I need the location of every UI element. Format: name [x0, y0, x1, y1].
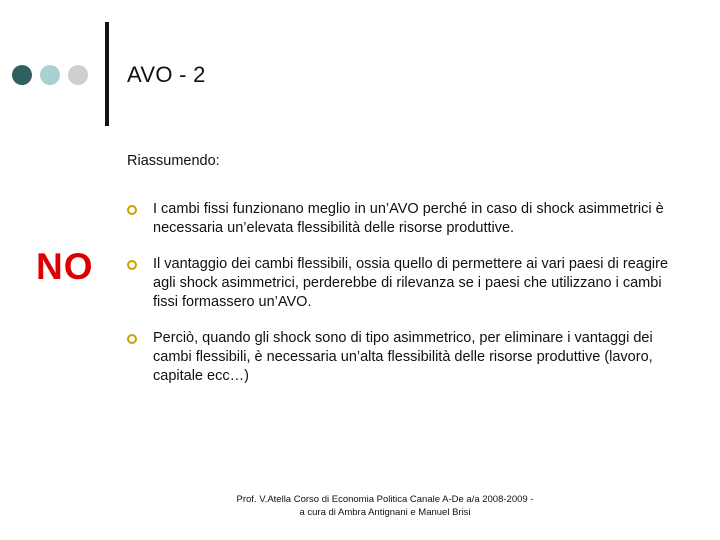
bullet-item — [127, 329, 687, 386]
ring-bullet-icon — [127, 260, 137, 270]
ring-bullet-icon — [127, 205, 137, 215]
bullet-text: I cambi fissi funzionano meglio in un’AVO perché in caso di shock asimmetrici è necessaria un’elevata flessibilità delle risorse produttive. — [153, 201, 664, 236]
title-divider — [105, 22, 109, 126]
bullet-list — [127, 200, 687, 386]
slide-title: AVO - 2 — [127, 62, 206, 87]
footer-line-2: a cura di Ambra Antignani e Manuel Brisi — [299, 507, 471, 518]
bullet-item — [127, 200, 687, 238]
bullet-text: Il vantaggio dei cambi flessibili, ossia quello di permettere ai vari paesi di reagire agli shock asimmetrici, perderebbe di rilevanza se i paesi che utilizzano i cambi fissi formassero un’AVO. — [153, 256, 669, 310]
dot-gray — [68, 65, 88, 85]
footer — [205, 493, 565, 519]
bullet-item — [127, 255, 687, 312]
footer-line-1: Prof. V.Atella Corso di Economia Politica Canale A-De a/a 2008-2009 - — [236, 494, 534, 505]
intro-text: Riassumendo: — [127, 153, 220, 169]
dot-dark-teal — [12, 65, 32, 85]
bullet-text: Perciò, quando gli shock sono di tipo asimmetrico, per eliminare i vantaggi dei cambi flessibili, è necessaria un’alta flessibilità delle risorse produttive (lavoro, capitale ecc…) — [153, 330, 653, 384]
ring-bullet-icon — [127, 334, 137, 344]
no-label: NO — [36, 246, 94, 287]
dot-light-teal — [40, 65, 60, 85]
